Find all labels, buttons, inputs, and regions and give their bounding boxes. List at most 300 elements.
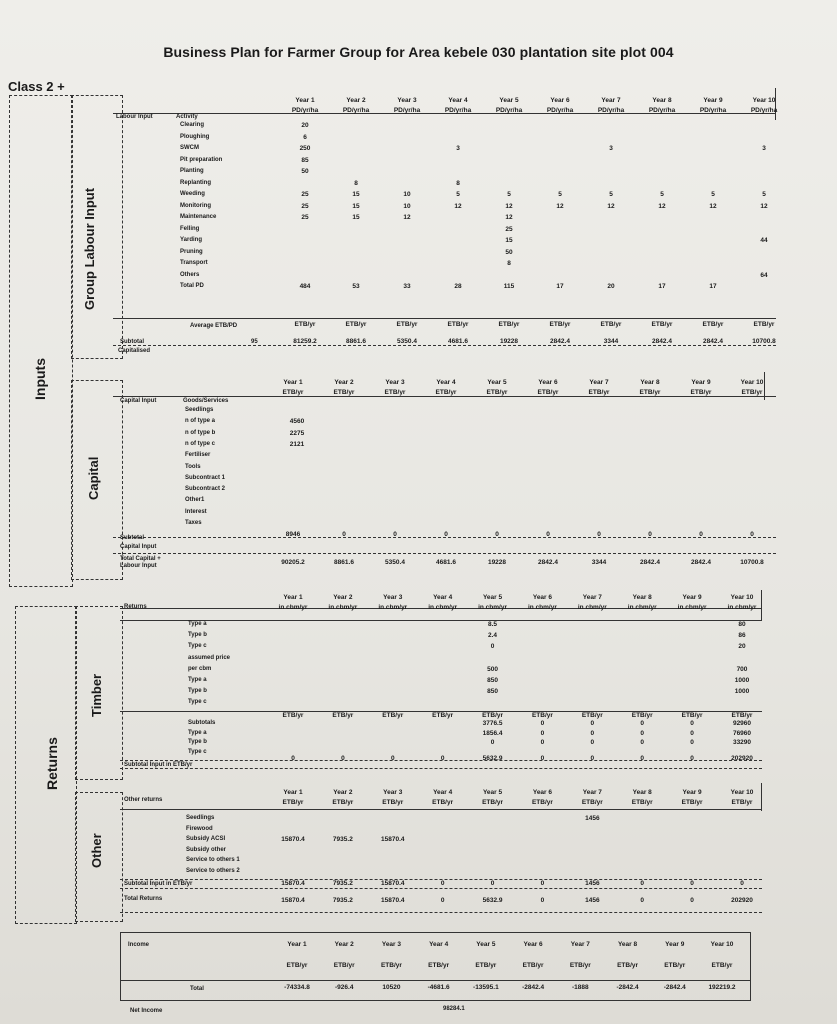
labour-activity-15: Total PD [180, 283, 204, 289]
labour-unit-3: PD/yr/ha [393, 107, 421, 114]
inputs-label: Inputs [32, 358, 48, 400]
labour-unit2-9: ETB/yr [702, 321, 724, 328]
timber-unit2-5: ETB/yr [482, 712, 504, 719]
capital-subtotal-2: 0 [342, 531, 346, 538]
timber-year-4: Year 4 [433, 594, 453, 601]
timber-unit-8: in cbm/yr [627, 604, 657, 611]
labour-year-8: Year 8 [652, 97, 672, 104]
other-total-6: 0 [540, 897, 545, 904]
labour-year-4: Year 4 [448, 97, 468, 104]
timber-row-3: Type c [188, 643, 207, 650]
other-subtotal-7: 1456 [585, 880, 600, 887]
capital-subtotal-10: 0 [750, 531, 754, 538]
timber-year-5: Year 5 [482, 594, 503, 601]
timber-y5: 8.5 [488, 621, 498, 628]
capital-item-4: n of type c [185, 440, 216, 447]
other-year-9: Year 9 [682, 789, 702, 796]
class-label: Class 2 + [8, 79, 65, 94]
labour-year-2: Year 2 [346, 97, 366, 104]
capital-total-7: 3344 [591, 559, 607, 566]
capital-item-3: n of type b [185, 429, 216, 436]
labour-activity-5: Planting [180, 168, 204, 174]
capital-subtotal-label2: Capital Input [120, 544, 157, 550]
timber-subtotal-label: Subtotal Input in ETB/yr [124, 762, 193, 768]
other-unit-9: ETB/yr [681, 799, 703, 806]
labour-capitalised-label: Capitalised [118, 348, 151, 354]
timber-row-7: Type b [188, 688, 207, 695]
income-total-5: -13595.1 [473, 984, 499, 991]
capital-total-label: Total Capital + Labour Input [120, 556, 161, 569]
capital-subtotal-3: 0 [393, 531, 397, 538]
income-year-2: Year 2 [334, 941, 354, 948]
income-year-9: Year 9 [665, 941, 685, 948]
timber-unit2-8: ETB/yr [631, 712, 653, 719]
timber-subtotal-4: 0 [440, 755, 445, 762]
labour-unit2-5: ETB/yr [498, 321, 520, 328]
other-year-8: Year 8 [632, 789, 652, 796]
income-year-7: Year 7 [570, 941, 590, 948]
timber-subrow-1: Subtotals [188, 720, 216, 726]
other-total-1: 15870.4 [281, 897, 305, 904]
capital-year-9: Year 9 [691, 379, 711, 386]
timber-subrow-cell: 0 [640, 729, 645, 737]
labour-unit2-8: ETB/yr [651, 321, 673, 328]
timber-unit-1: in cbm/yr [278, 604, 308, 611]
labour-cell: 8 [456, 179, 460, 187]
timber-subrow-cell: 0 [490, 739, 495, 746]
labour-cell: 10 [403, 191, 411, 198]
labour-activity-14: Others [180, 271, 200, 278]
other-total-10: 202920 [731, 897, 753, 904]
capital-subtotal-5: 0 [495, 531, 499, 538]
timber-y5: 2.4 [488, 632, 498, 640]
labour-activity-10: Felling [180, 225, 200, 232]
income-unit-5: ETB/yr [475, 962, 497, 969]
timber-row-8: Type c [188, 699, 207, 706]
labour-cell: 33 [403, 283, 411, 290]
other-year-3: Year 3 [383, 789, 403, 796]
labour-cell: 20 [301, 122, 309, 129]
group-labour-section [71, 95, 123, 359]
timber-y10: 1000 [734, 677, 750, 684]
other-unit-3: ETB/yr [382, 799, 404, 806]
timber-subrow-2: Type a [188, 729, 207, 736]
other-row-5: Service to others 1 [186, 857, 240, 863]
inputs-section [9, 95, 73, 587]
timber-unit2-7: ETB/yr [581, 712, 603, 719]
labour-cell: 3 [762, 145, 766, 152]
other-unit-1: ETB/yr [282, 799, 304, 806]
labour-unit-8: PD/yr/ha [648, 107, 676, 114]
labour-cell: 85 [301, 156, 309, 164]
labour-subtotal-8: 2842.4 [652, 338, 672, 345]
other-subtotal-label: Subtotal Input in ETB/yr [124, 881, 193, 887]
capital-year-6: Year 6 [538, 379, 558, 386]
labour-cell: 25 [505, 225, 513, 233]
labour-unit2-2: ETB/yr [345, 321, 367, 328]
capital-year-7: Year 7 [589, 379, 609, 386]
timber-subrow-cell: 1856.4 [482, 729, 503, 737]
labour-cell: 12 [403, 214, 411, 221]
labour-cell: 115 [503, 283, 515, 290]
labour-unit-9: PD/yr/ha [699, 107, 727, 114]
capital-subtotal-1: 8946 [285, 531, 301, 538]
labour-subtotal-9: 2842.4 [703, 338, 723, 345]
income-total-2: -926.4 [335, 984, 354, 991]
timber-subrow-cell: 0 [540, 739, 545, 746]
labour-subtotal-1: 81259.2 [293, 338, 317, 345]
labour-cell: 50 [301, 168, 309, 175]
labour-cell: 12 [556, 202, 564, 210]
capital-total-8: 2842.4 [640, 559, 660, 566]
capital-col-b: Goods/Services [183, 398, 229, 404]
other-year-2: Year 2 [333, 789, 353, 796]
timber-subtotal-10: 202920 [731, 755, 753, 762]
capital-item-11: Taxes [185, 520, 202, 526]
timber-subrow-cell: 0 [690, 720, 694, 727]
labour-cell: 3 [609, 145, 613, 152]
labour-cell: 10 [403, 202, 411, 210]
labour-cell: 25 [301, 191, 309, 198]
other-row-1: Seedlings [186, 815, 215, 821]
labour-cell: 5 [660, 191, 664, 198]
labour-year-6: Year 6 [550, 97, 570, 104]
labour-subtotal-5: 19228 [499, 338, 519, 345]
income-unit-9: ETB/yr [664, 962, 686, 969]
income-year-6: Year 6 [523, 941, 543, 948]
income-year-5: Year 5 [476, 941, 496, 948]
page-title: Business Plan for Farmer Group for Area kebele 030 plantation site plot 004 [163, 44, 674, 60]
timber-y5: 850 [487, 677, 498, 684]
labour-cell: 53 [352, 283, 360, 290]
labour-unit2-7: ETB/yr [600, 321, 622, 328]
other-unit-10: ETB/yr [731, 799, 753, 806]
other-row-3: Subsidy ACSI [186, 836, 226, 842]
capital-item-7: Subcontract 1 [185, 474, 226, 481]
timber-subrow-cell: 76960 [732, 729, 752, 737]
labour-unit2-1: ETB/yr [294, 321, 316, 328]
timber-subrow-4: Type c [188, 748, 207, 755]
capital-unit-9: ETB/yr [690, 389, 712, 396]
income-unit-7: ETB/yr [569, 962, 591, 969]
timber-subrow-3: Type b [188, 739, 207, 745]
labour-year-1: Year 1 [295, 97, 315, 104]
labour-cell: 250 [299, 145, 311, 152]
other-year-7: Year 7 [582, 789, 602, 796]
labour-activity-13: Transport [180, 260, 208, 266]
timber-year-1: Year 1 [283, 594, 303, 601]
income-total-4: -4681.6 [427, 984, 450, 991]
timber-y10: 1000 [734, 688, 750, 696]
labour-cell: 50 [505, 248, 513, 256]
labour-subtotal-label: Subtotal [120, 339, 144, 345]
other-subtotal-1: 15870.4 [281, 880, 305, 887]
timber-year-3: Year 3 [383, 594, 403, 601]
labour-subtotal-6: 2842.4 [550, 338, 570, 345]
timber-unit-4: in cbm/yr [428, 604, 458, 611]
income-total-1: -74334.8 [284, 984, 310, 991]
capital-unit-2: ETB/yr [333, 389, 355, 396]
labour-col-b: Activity [176, 114, 198, 120]
capital-item-5: Fertiliser [185, 452, 211, 459]
timber-year-9: Year 9 [682, 594, 702, 601]
other-cell: 15870.4 [381, 836, 405, 843]
capital-subtotal-6: 0 [546, 531, 550, 538]
timber-subrow-cell: 0 [590, 720, 595, 727]
labour-cell: 44 [760, 237, 768, 244]
capital-unit-8: ETB/yr [639, 389, 661, 396]
other-unit-4: ETB/yr [432, 799, 454, 806]
other-cell: 7935.2 [332, 836, 353, 843]
returns-label: Returns [44, 737, 60, 790]
timber-subtotal-5: 5632.9 [482, 755, 503, 762]
labour-cell: 12 [454, 202, 462, 210]
labour-unit2-10: ETB/yr [753, 321, 775, 328]
labour-cell: 17 [556, 283, 564, 290]
timber-subtotal-1: 0 [291, 755, 295, 762]
timber-row-5: per cbm [188, 665, 212, 672]
avg-etb-label: Average ETB/PD [190, 323, 238, 329]
capital-unit-5: ETB/yr [486, 389, 508, 396]
income-total-6: -2842.4 [522, 984, 545, 991]
labour-cell: 15 [352, 214, 360, 221]
timber-y5: 500 [487, 665, 498, 673]
capital-unit-7: ETB/yr [588, 389, 610, 396]
capital-unit-6: ETB/yr [537, 389, 559, 396]
timber-subrow-cell: 0 [590, 729, 595, 737]
labour-year-10: Year 10 [752, 97, 776, 104]
other-total-label: Total Returns [124, 896, 163, 902]
income-total-9: -2842.4 [663, 984, 686, 991]
group-labour-label: Group Labour Input [82, 187, 97, 310]
labour-cell: 5 [711, 191, 715, 198]
capital-item-9: Other1 [185, 497, 205, 504]
labour-cell: 8 [354, 179, 358, 187]
capital-total-6: 2842.4 [538, 559, 558, 566]
labour-activity-11: Yarding [180, 237, 203, 243]
capital-year-5: Year 5 [487, 379, 507, 386]
other-subtotal-3: 15870.4 [381, 880, 405, 887]
timber-subrow-cell: 0 [640, 739, 645, 746]
capital-subtotal-label: Subtotal [120, 535, 144, 541]
capital-subtotal-8: 0 [648, 531, 652, 538]
timber-unit-10: in cbm/yr [727, 604, 757, 611]
other-row-4: Subsidy other [186, 846, 227, 853]
other-label: Other [89, 833, 104, 868]
timber-unit2-9: ETB/yr [681, 712, 703, 719]
income-unit-8: ETB/yr [617, 962, 639, 969]
income-year-10: Year 10 [710, 941, 734, 948]
capital-item-value: 4560 [289, 418, 305, 426]
other-total-7: 1456 [585, 897, 600, 904]
other-total-8: 0 [640, 897, 645, 904]
labour-subtotal-7: 3344 [603, 338, 619, 345]
labour-activity-2: Ploughing [180, 133, 210, 140]
income-year-4: Year 4 [429, 941, 449, 948]
income-year-1: Year 1 [287, 941, 307, 948]
capital-unit-10: ETB/yr [741, 389, 763, 396]
labour-cell: 5 [762, 191, 766, 198]
capital-item-6: Tools [185, 463, 201, 470]
capital-item-2: n of type a [185, 418, 216, 425]
labour-activity-3: SWCM [180, 145, 199, 151]
labour-activity-9: Maintenance [180, 214, 217, 220]
other-row-2: Firewood [186, 825, 213, 832]
other-subtotal-10: 0 [740, 880, 744, 887]
capital-unit-4: ETB/yr [435, 389, 457, 396]
income-total-7: -1888 [572, 984, 589, 991]
other-year-4: Year 4 [433, 789, 453, 796]
labour-cell: 12 [505, 214, 513, 221]
timber-subrow-cell: 0 [540, 720, 545, 727]
timber-year-7: Year 7 [582, 594, 602, 601]
capital-label: Capital [86, 456, 101, 500]
income-unit-2: ETB/yr [333, 962, 355, 969]
labour-unit-10: PD/yr/ha [750, 107, 778, 114]
timber-subtotal-2: 0 [341, 755, 345, 762]
timber-unit2-4: ETB/yr [432, 712, 454, 719]
timber-subrow-cell: 0 [640, 720, 645, 727]
timber-subrow-cell: 3776.5 [482, 720, 503, 727]
timber-row-2: Type b [188, 632, 207, 639]
capital-subtotal-4: 0 [444, 531, 448, 538]
labour-unit-7: PD/yr/ha [597, 107, 625, 114]
other-subtotal-9: 0 [690, 880, 694, 887]
labour-cell: 12 [505, 202, 513, 210]
labour-cell: 15 [352, 191, 360, 198]
income-unit-10: ETB/yr [711, 962, 733, 969]
other-unit-5: ETB/yr [482, 799, 504, 806]
net-income-value: 98284.1 [443, 1006, 465, 1012]
timber-subtotal-9: 0 [690, 755, 694, 762]
timber-subtotal-7: 0 [590, 755, 595, 762]
income-year-8: Year 8 [617, 941, 638, 948]
capital-item-value: 2121 [289, 440, 305, 448]
other-total-9: 0 [690, 897, 694, 904]
timber-unit2-1: ETB/yr [282, 712, 304, 719]
capital-total-2: 8861.6 [334, 559, 354, 566]
labour-activity-6: Replanting [180, 179, 211, 186]
timber-y10: 700 [736, 665, 748, 673]
labour-cell: 12 [607, 202, 615, 210]
other-col-a: Other returns [124, 797, 163, 803]
other-total-3: 15870.4 [381, 897, 405, 904]
labour-cell: 15 [352, 202, 360, 210]
labour-subtotal-10: 10700.8 [752, 338, 776, 345]
other-unit-2: ETB/yr [332, 799, 354, 806]
labour-subtotal-3: 5350.4 [397, 338, 417, 345]
other-cell: 1456 [585, 815, 600, 822]
other-subtotal-2: 7935.2 [332, 880, 353, 887]
other-year-1: Year 1 [283, 789, 303, 796]
other-subtotal-6: 0 [540, 880, 545, 887]
timber-row-6: Type a [188, 677, 207, 683]
labour-unit-1: PD/yr/ha [291, 107, 319, 114]
labour-year-9: Year 9 [703, 97, 723, 104]
capital-total-5: 19228 [487, 559, 507, 566]
timber-unit2-3: ETB/yr [382, 712, 404, 719]
income-total-8: -2842.4 [616, 984, 639, 991]
timber-label: Timber [89, 673, 104, 717]
timber-year-6: Year 6 [532, 594, 553, 601]
timber-unit2-2: ETB/yr [332, 712, 354, 719]
income-total-label: Total [190, 986, 204, 992]
labour-cell: 5 [558, 191, 562, 198]
timber-y5: 0 [490, 643, 495, 651]
labour-cell: 3 [456, 145, 460, 152]
labour-year-3: Year 3 [397, 97, 417, 104]
other-year-6: Year 6 [532, 789, 553, 796]
capital-item-10: Interest [185, 508, 207, 515]
capital-year-10: Year 10 [740, 379, 764, 386]
timber-subrow-cell: 0 [690, 739, 694, 746]
other-unit-8: ETB/yr [631, 799, 653, 806]
timber-unit-3: in cbm/yr [378, 604, 408, 611]
timber-y10: 86 [738, 632, 746, 640]
timber-subrow-cell: 0 [690, 729, 694, 737]
capital-year-8: Year 8 [640, 379, 660, 386]
timber-subtotal-8: 0 [640, 755, 645, 762]
labour-unit-6: PD/yr/ha [546, 107, 574, 114]
labour-activity-7: Weeding [180, 191, 205, 197]
other-row-6: Service to others 2 [186, 867, 240, 874]
labour-cell: 17 [709, 283, 717, 290]
income-col-a: Income [128, 942, 150, 948]
labour-cell: 12 [709, 202, 717, 210]
timber-subrow-cell: 0 [540, 729, 545, 737]
labour-year-5: Year 5 [499, 97, 519, 104]
labour-cell: 15 [505, 237, 513, 244]
capital-unit-1: ETB/yr [282, 389, 304, 396]
capital-subtotal-9: 0 [699, 531, 703, 538]
timber-y10: 20 [738, 643, 746, 651]
net-income-label: Net Income [130, 1008, 163, 1014]
capital-year-1: Year 1 [283, 379, 303, 386]
capital-total-9: 2842.4 [691, 559, 711, 566]
other-total-4: 0 [440, 897, 445, 904]
timber-subrow-cell: 0 [590, 739, 595, 746]
labour-cell: 484 [299, 283, 311, 290]
timber-row-4: assumed price [188, 654, 231, 661]
income-unit-4: ETB/yr [428, 962, 450, 969]
other-subtotal-5: 0 [490, 880, 495, 887]
income-unit-1: ETB/yr [286, 962, 308, 969]
labour-unit-4: PD/yr/ha [444, 107, 472, 114]
timber-unit-5: in cbm/yr [478, 604, 507, 611]
labour-year-7: Year 7 [601, 97, 621, 104]
labour-cell: 17 [658, 283, 666, 290]
capital-subtotal-7: 0 [597, 531, 601, 538]
timber-subrow-cell: 92960 [732, 720, 752, 727]
other-subtotal-4: 0 [440, 880, 445, 887]
timber-year-8: Year 8 [632, 594, 652, 601]
timber-y5: 850 [487, 688, 498, 696]
income-total-10: 192219.2 [708, 984, 736, 991]
labour-activity-4: Pit preparation [180, 156, 223, 163]
capital-total-1: 90205.2 [281, 559, 305, 566]
labour-cell: 5 [507, 191, 511, 198]
income-total-3: 10520 [382, 984, 401, 991]
capital-year-2: Year 2 [334, 379, 354, 386]
labour-cell: 25 [301, 202, 309, 210]
labour-unit-2: PD/yr/ha [342, 107, 370, 114]
other-year-10: Year 10 [730, 789, 754, 796]
labour-cell: 8 [507, 260, 511, 267]
income-unit-6: ETB/yr [522, 962, 544, 969]
labour-cell: 25 [301, 214, 309, 221]
other-total-2: 7935.2 [332, 897, 353, 904]
other-unit-6: ETB/yr [531, 799, 553, 806]
